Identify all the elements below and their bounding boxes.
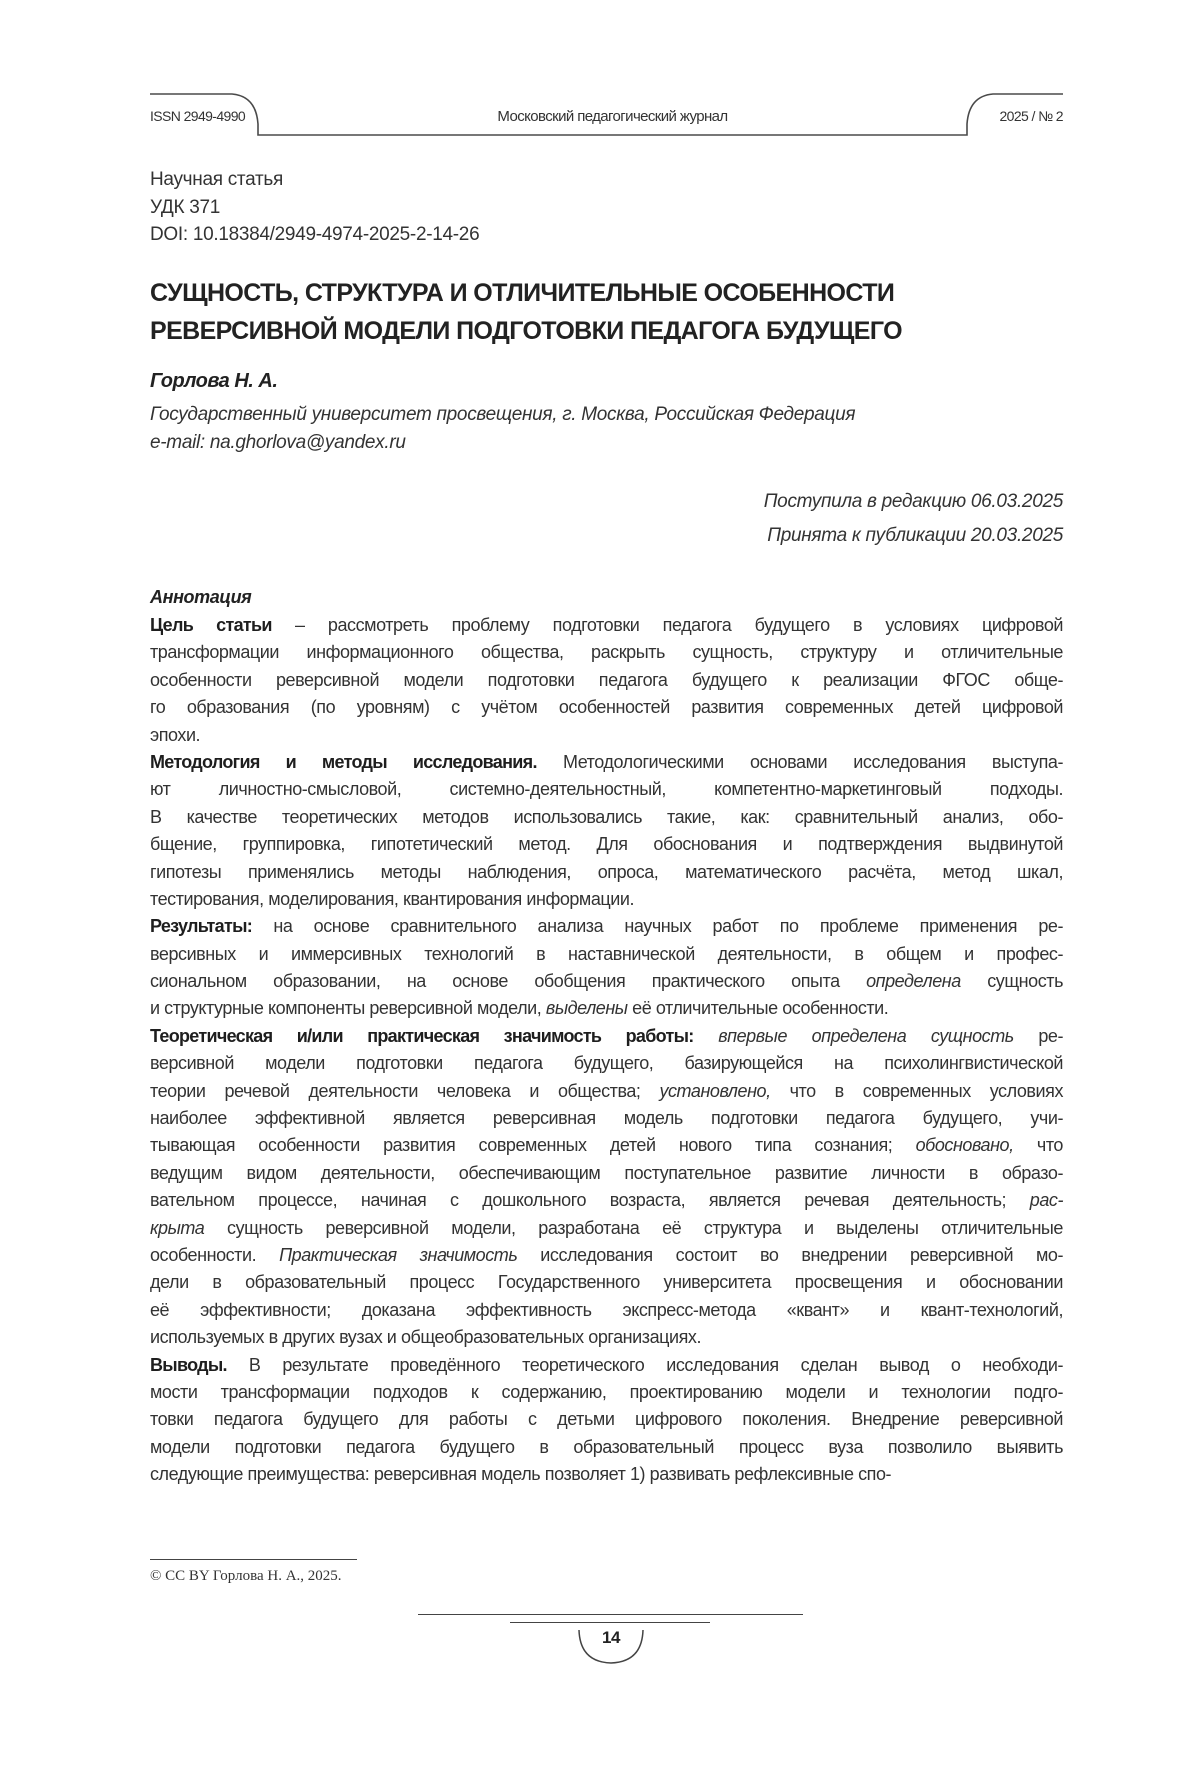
- title-line: РЕВЕРСИВНОЙ МОДЕЛИ ПОДГОТОВКИ ПЕДАГОГА БУДУЩЕГО: [150, 317, 902, 345]
- text-line: [150, 968, 1063, 995]
- abstract-paragraph: [150, 913, 1063, 1023]
- text-run: версивной модели подготовки педагога будущего, базирующейся на психолингвистической: [150, 1053, 1063, 1074]
- text-run: В результате проведённого теоретического исследования сделан вывод о необходи-: [226, 1354, 1063, 1375]
- text-line: [150, 1406, 1063, 1433]
- text-run: что: [1013, 1135, 1063, 1156]
- text-run: её эффективности; доказана эффективность экспресс-метода «квант» и квант-технологий,: [150, 1299, 1063, 1320]
- text-run: тестирования, моделирования, квантирования информации.: [150, 888, 635, 909]
- header-frame: [0, 0, 1200, 150]
- text-run: мости трансформации подходов к содержанию, проектированию модели и технологии подго-: [150, 1381, 1063, 1402]
- journal-name: Московский педагогический журнал: [497, 108, 728, 125]
- text-line: [150, 1379, 1063, 1406]
- text-line: [150, 1461, 1063, 1488]
- issn: ISSN 2949-4990: [150, 108, 246, 124]
- article-title: [150, 274, 1070, 350]
- text-line: [150, 1132, 1063, 1159]
- text-run: тывающая особенности развития современных детей нового типа сознания;: [150, 1135, 916, 1156]
- text-run: особенности реверсивной модели подготовки педагога будущего к реализации ФГОС обще-: [150, 669, 1063, 690]
- text-line: [150, 1297, 1063, 1324]
- emphasis: определена: [866, 971, 961, 992]
- text-line: [150, 1269, 1063, 1296]
- emphasis: впервые определена сущность: [718, 1025, 1014, 1046]
- article-meta: [150, 166, 479, 249]
- copyright-footnote: © CC BY Горлова Н. А., 2025.: [150, 1568, 342, 1584]
- text-line: [150, 1050, 1063, 1077]
- text-line: [150, 1023, 1063, 1050]
- title-line: СУЩНОСТЬ, СТРУКТУРА И ОТЛИЧИТЕЛЬНЫЕ ОСОБЕННОСТИ: [150, 279, 895, 307]
- text-line: [150, 804, 1063, 831]
- text-line: [150, 639, 1063, 666]
- udc-code: УДК 371: [150, 196, 221, 218]
- text-line: [150, 1105, 1063, 1132]
- running-header: [0, 0, 1200, 150]
- paragraph-label: Методология и методы исследования.: [150, 751, 537, 772]
- text-run: исследования состоит во внедрении реверсивной мо-: [517, 1244, 1064, 1265]
- text-run: сущность реверсивной модели, разработана её структура и выделены отличительные: [204, 1217, 1063, 1238]
- text-run: особенности.: [150, 1244, 280, 1265]
- text-line: [150, 612, 1063, 639]
- paragraph-label: Цель статьи: [150, 615, 272, 635]
- text-line: [150, 1352, 1063, 1379]
- abstract-heading: Аннотация: [150, 587, 252, 607]
- text-run: дели в образовательный процесс Государственного университета просвещения и обосновании: [150, 1272, 1063, 1293]
- text-run: го образования (по уровням) с учётом особенностей развития современных детей цифровой: [150, 697, 1063, 718]
- text-run: – рассмотреть проблему подготовки педагога будущего в условиях цифровой: [271, 615, 1063, 635]
- text-line: [150, 995, 1063, 1022]
- text-run: бщение, группировка, гипотетический метод. Для обоснования и подтверждения выдвинутой: [150, 834, 1063, 855]
- text-line: [150, 667, 1063, 694]
- text-run: версивных и иммерсивных технологий в наставнической деятельности, в общем и профес-: [150, 943, 1063, 964]
- article-type: Научная статья: [150, 169, 283, 190]
- text-run: [694, 1026, 719, 1046]
- received-date: Поступила в редакцию 06.03.2025: [763, 491, 1063, 512]
- text-line: [150, 886, 1063, 913]
- paragraph-label: Выводы.: [150, 1354, 227, 1375]
- text-line: [150, 1160, 1063, 1187]
- footer-rule-short: [510, 1622, 710, 1623]
- text-line: [150, 694, 1063, 721]
- abstract-paragraph: [150, 749, 1063, 913]
- page-number: 14: [602, 1628, 620, 1647]
- text-line: [150, 1187, 1063, 1214]
- text-line: [150, 1324, 1063, 1351]
- text-run: Методологическими основами исследования выступа-: [536, 751, 1063, 772]
- abstract: [150, 582, 1063, 1489]
- emphasis: выделены: [545, 998, 628, 1019]
- text-run: товки педагога будущего для работы с детьми цифрового поколения. Внедрение реверсивной: [150, 1409, 1063, 1430]
- text-line: [150, 749, 1063, 776]
- text-run: ре-: [1013, 1025, 1063, 1046]
- text-run: следующие преимущества: реверсивная модель позволяет 1) развивать рефлексивные спо-: [150, 1464, 892, 1485]
- text-run: наиболее эффективной является реверсивная модель подготовки педагога будущего, учи-: [150, 1108, 1063, 1129]
- text-run: теории речевой деятельности человека и общества;: [150, 1080, 660, 1101]
- footer-rule-long: [418, 1614, 803, 1615]
- author-affiliation-block: [150, 401, 855, 457]
- text-run: что в современных условиях: [770, 1080, 1063, 1101]
- text-line: [150, 776, 1063, 803]
- emphasis: установлено,: [659, 1080, 771, 1101]
- accepted-date: Принята к публикации 20.03.2025: [767, 525, 1063, 546]
- affiliation: Государственный университет просвещения, г. Москва, Российская Федерация: [150, 404, 856, 425]
- emphasis: обосновано,: [915, 1135, 1014, 1156]
- text-line: [150, 722, 1063, 749]
- emphasis: рас-: [1029, 1190, 1063, 1211]
- abstract-paragraph: [150, 612, 1063, 749]
- text-line: [150, 913, 1063, 940]
- footnote-divider: [150, 1559, 357, 1560]
- author-email[interactable]: e-mail: na.ghorlova@yandex.ru: [150, 432, 406, 453]
- issue-number: 2025 / № 2: [999, 108, 1063, 124]
- text-run: на основе сравнительного анализа научных работ по проблеме применения ре-: [252, 916, 1063, 937]
- text-run: трансформации информационного общества, раскрыть сущность, структуру и отличительные: [150, 642, 1063, 663]
- text-run: вательном процессе, начиная с дошкольного возраста, является речевая деятельность;: [150, 1190, 1030, 1211]
- emphasis: крыта: [150, 1217, 205, 1238]
- text-run: В качестве теоретических методов использовались такие, как: сравнительный анализ, обо-: [150, 806, 1063, 827]
- text-line: [150, 859, 1063, 886]
- text-line: [150, 1434, 1063, 1461]
- abstract-body: [150, 612, 1063, 1489]
- text-line: [150, 941, 1063, 968]
- article-dates: [764, 485, 1063, 553]
- text-run: гипотезы применялись методы наблюдения, опроса, математического расчёта, метод шкал,: [150, 861, 1063, 882]
- text-run: сиональном образовании, на основе обобщения практического опыта: [150, 971, 867, 992]
- text-line: [150, 1215, 1063, 1242]
- text-line: [150, 1242, 1063, 1269]
- text-run: ют личностно-смысловой, системно-деятельностный, компетентно-маркетинговый подходы.: [150, 779, 1063, 800]
- author-name: Горлова Н. А.: [150, 370, 278, 392]
- doi[interactable]: DOI: 10.18384/2949-4974-2025-2-14-26: [150, 224, 480, 245]
- text-run: её отличительные особенности.: [627, 998, 889, 1019]
- text-run: используемых в других вузах и общеобразовательных организациях.: [150, 1327, 702, 1348]
- text-run: эпохи.: [150, 724, 201, 745]
- text-line: [150, 1078, 1063, 1105]
- text-run: сущность: [960, 971, 1063, 992]
- abstract-paragraph: [150, 1023, 1063, 1352]
- text-run: и структурные компоненты реверсивной модели,: [150, 998, 546, 1019]
- emphasis: Практическая значимость: [279, 1244, 518, 1265]
- abstract-paragraph: [150, 1352, 1063, 1489]
- text-line: [150, 831, 1063, 858]
- paragraph-label: Теоретическая и/или практическая значимость работы:: [150, 1025, 694, 1046]
- text-run: ведущим видом деятельности, обеспечивающим поступательное развитие личности в образо-: [150, 1162, 1063, 1183]
- paragraph-label: Результаты:: [150, 916, 253, 937]
- text-run: модели подготовки педагога будущего в образовательный процесс вуза позволило выявить: [150, 1436, 1063, 1457]
